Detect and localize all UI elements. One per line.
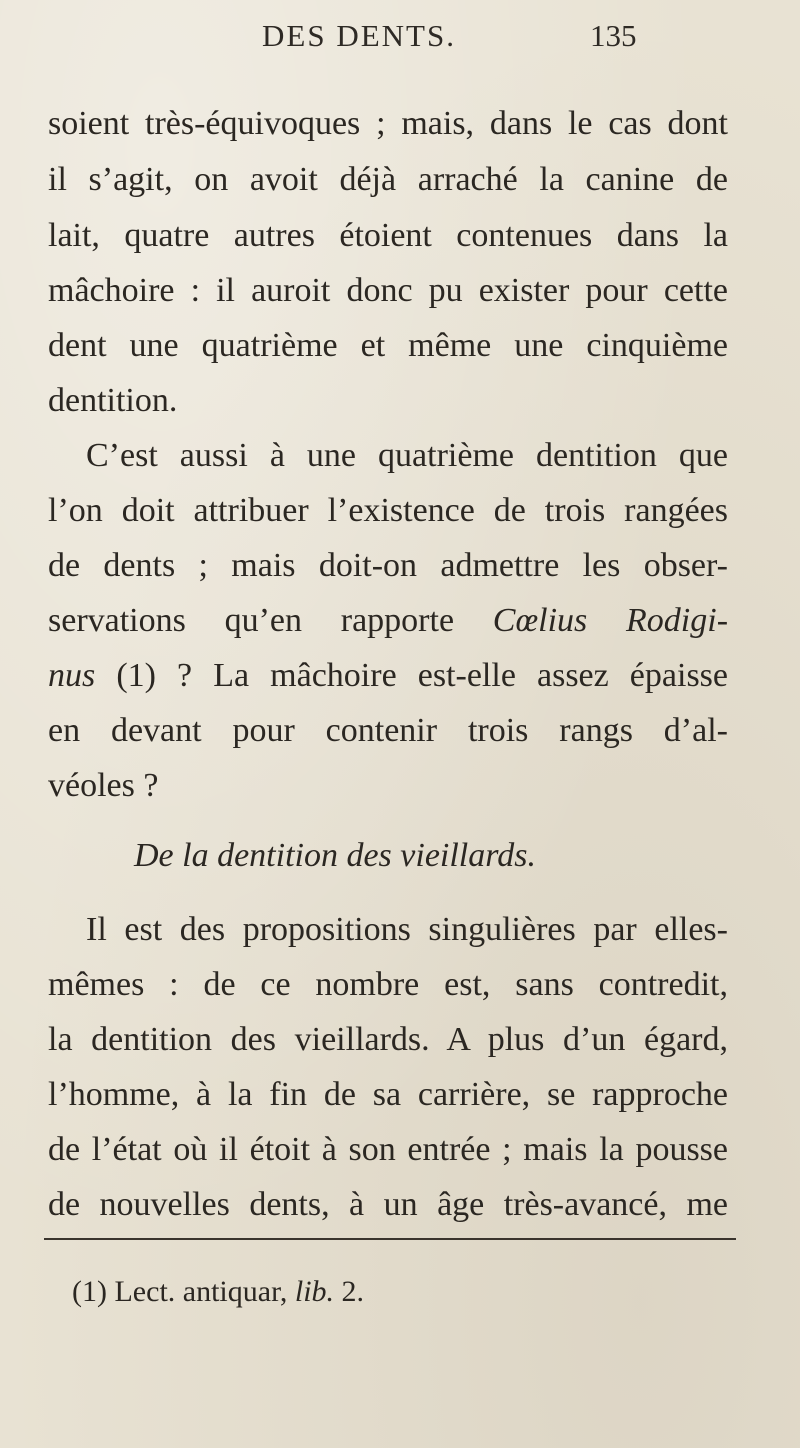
line-segment: (1) ? La mâchoire est-elle assez épaisse	[95, 657, 728, 694]
page-header	[0, 18, 800, 58]
author-name: Rodigi-	[626, 602, 729, 639]
text-line: soient très-équivoques ; mais, dans le cas dont	[48, 105, 728, 142]
footnote-end: 2.	[341, 1275, 365, 1308]
text-line: de l’état où il étoit à son entrée ; mais la pousse	[48, 1131, 728, 1168]
text-line-with-italic	[48, 652, 728, 700]
text-line: dent une quatrième et même une cinquième	[48, 327, 728, 364]
text-line: en devant pour contenir trois rangs d’al-	[48, 712, 728, 749]
text-line-with-italic	[48, 597, 728, 645]
footnote-text: Lect. antiquar,	[114, 1275, 288, 1308]
text-line: lait, quatre autres étoient contenues dans la	[48, 217, 728, 254]
footnote-marker: (1)	[72, 1275, 107, 1308]
text-line: l’homme, à la fin de sa carrière, se rapproche	[48, 1076, 728, 1113]
text-line: la dentition des vieillards. A plus d’un égard,	[48, 1021, 728, 1058]
page-number: 135	[590, 18, 637, 53]
line-segment: servations qu’en rapporte	[48, 602, 493, 639]
running-title: DES DENTS.	[262, 18, 456, 53]
text-line: de nouvelles dents, à un âge très-avancé, me	[48, 1186, 728, 1223]
author-name: nus	[48, 657, 96, 694]
text-line: mâchoire : il auroit donc pu exister pour cette	[48, 272, 728, 309]
text-line: véoles ?	[48, 767, 159, 804]
text-line: l’on doit attribuer l’existence de trois rangées	[48, 492, 728, 529]
footnote	[72, 1272, 364, 1312]
author-name: Cœlius	[492, 602, 588, 639]
section-heading: De la dentition des vieillards.	[134, 837, 536, 874]
text-line: Il est des propositions singulières par elles-	[86, 911, 728, 948]
footnote-rule	[44, 1238, 736, 1240]
text-line: C’est aussi à une quatrième dentition que	[86, 437, 728, 474]
text-line: il s’agit, on avoit déjà arraché la canine de	[48, 161, 728, 198]
footnote-italic: lib.	[294, 1275, 335, 1308]
text-line: de dents ; mais doit-on admettre les obser-	[48, 547, 728, 584]
text-line: mêmes : de ce nombre est, sans contredit,	[48, 966, 728, 1003]
text-line: dentition.	[48, 382, 178, 419]
